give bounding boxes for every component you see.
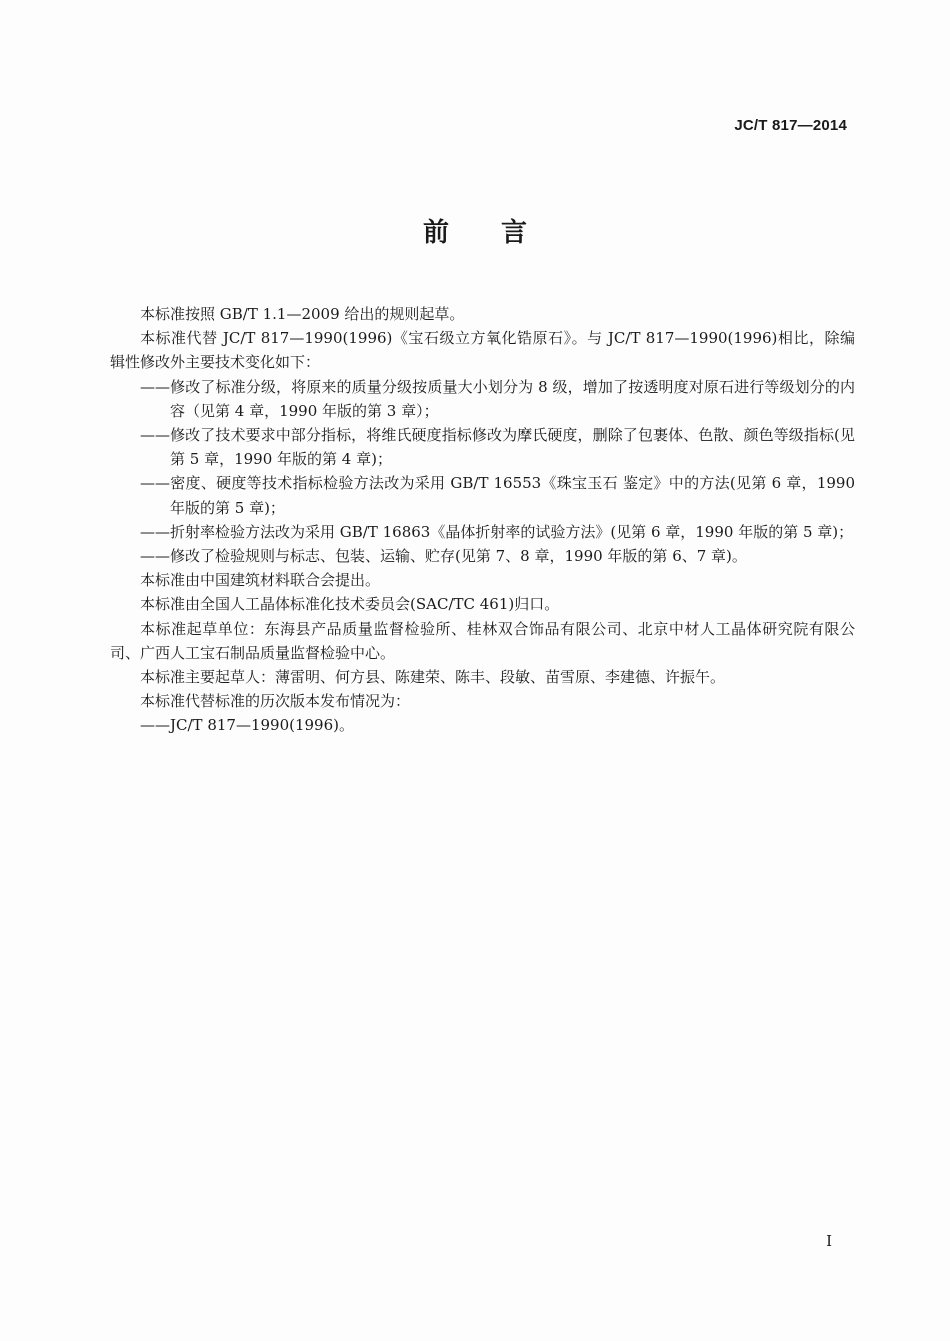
paragraph: 本标准主要起草人：薄雷明、何方县、陈建荣、陈丰、段敏、苗雪原、李建德、许振午。: [140, 668, 726, 687]
paragraph: 本标准代替 JC/T 817—1990(1996)《宝石级立方氧化锆原石》。与 JC/T 817—1990(1996)相比，除编辑性修改外主要技术变化如下：: [110, 329, 855, 372]
change-item: ——修改了检验规则与标志、包装、运输、贮存(见第 7、8 章，1990 年版的第 6、7 章)。: [140, 547, 747, 566]
document-body: [110, 302, 855, 738]
page-title: 前言: [422, 218, 579, 248]
paragraph: 本标准由中国建筑材料联合会提出。: [140, 571, 381, 590]
change-item: ——密度、硬度等技术指标检验方法改为采用 GB/T 16553《珠宝玉石 鉴定》中的方法(见第 6 章，1990 年版的第 5 章)；: [140, 474, 855, 517]
paragraph: 本标准代替标准的历次版本发布情况为：: [140, 692, 411, 711]
change-item: ——修改了标准分级，将原来的质量分级按质量大小划分为 8 级，增加了按透明度对原石进行等级划分的内容（见第 4 章，1990 年版的第 3 章）；: [140, 377, 855, 420]
change-item: ——修改了技术要求中部分指标，将维氏硬度指标修改为摩氏硬度，删除了包裹体、色散、颜色等级指标(见第 5 章，1990 年版的第 4 章)；: [140, 426, 855, 469]
standard-code: JC/T 817—2014: [734, 117, 847, 134]
page-number: I: [826, 1232, 832, 1250]
change-item: ——折射率检验方法改为采用 GB/T 16863《晶体折射率的试验方法》(见第 6 章，1990 年版的第 5 章)；: [140, 522, 854, 541]
paragraph: 本标准起草单位：东海县产品质量监督检验所、桂林双合饰品有限公司、北京中材人工晶体研究院有限公司、广西人工宝石制品质量监督检验中心。: [110, 619, 855, 662]
paragraph: 本标准由全国人工晶体标准化技术委员会(SAC/TC 461)归口。: [140, 595, 560, 614]
paragraph: 本标准按照 GB/T 1.1—2009 给出的规则起草。: [140, 305, 465, 323]
history-item: ——JC/T 817—1990(1996)。: [140, 716, 354, 735]
